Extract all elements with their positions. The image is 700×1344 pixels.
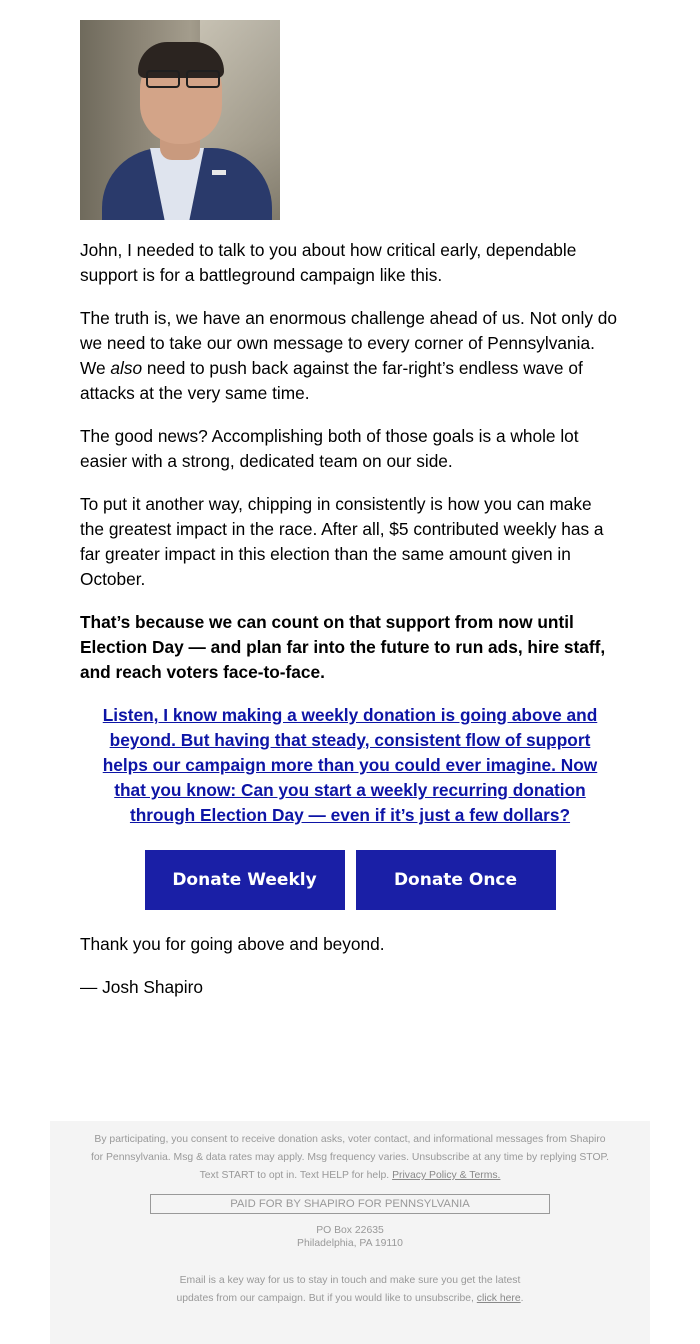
privacy-policy-link[interactable]: Privacy Policy & Terms.: [392, 1170, 501, 1181]
unsubscribe-text: Email is a key way for us to stay in touch and make sure you get the latest updates from our campaign. But if you would like to unsubscribe, click here.: [176, 1275, 524, 1304]
address-line-1: PO Box 22635: [316, 1225, 384, 1236]
donate-once-button[interactable]: Donate Once: [356, 850, 556, 910]
paragraph-challenge: The truth is, we have an enormous challenge ahead of us. Not only do we need to take our own message to every corner of Pennsylvania. We also need to push back against the far-right’s endless wave of attacks at the very same time.: [80, 308, 618, 403]
paid-for-box: PAID FOR BY SHAPIRO FOR PENNSYLVANIA: [150, 1194, 550, 1214]
signature: — Josh Shapiro: [80, 977, 203, 997]
closing-line: Thank you for going above and beyond.: [80, 934, 385, 954]
paragraph-bold: That’s because we can count on that support from now until Election Day — and plan far into the future to run ads, hire staff, and reach voters face-to-face.: [80, 612, 606, 682]
unsubscribe-link[interactable]: click here: [476, 1293, 521, 1304]
donate-buttons: [80, 850, 620, 910]
address-line-2: Philadelphia, PA 19110: [297, 1238, 403, 1249]
paragraph-impact: To put it another way, chipping in consistently is how you can make the greatest impact in the race. After all, $5 contributed weekly has a far greater impact in this election than the same amount given in October.: [80, 494, 604, 589]
paragraph-good-news: The good news? Accomplishing both of those goals is a whole lot easier with a strong, dedicated team on our side.: [80, 426, 579, 471]
candidate-photo: [80, 20, 280, 220]
paragraph-intro: John, I needed to talk to you about how critical early, dependable support is for a battleground campaign like this.: [80, 240, 577, 285]
email-footer: [50, 1121, 650, 1344]
email-body: [80, 20, 620, 1018]
weekly-donation-link[interactable]: Listen, I know making a weekly donation is going above and beyond. But having that steady, consistent flow of support helps our campaign more than you could ever imagine. Now that you know: Can you start a weekly recurring donation through Election Day — even if it’s just a few dollars?: [102, 705, 598, 825]
mailing-address: [50, 1224, 650, 1250]
donate-weekly-button[interactable]: Donate Weekly: [145, 850, 345, 910]
legal-disclaimer: By participating, you consent to receive donation asks, voter contact, and informational messages from Shapiro for Pennsylvania. Msg & data rates may apply. Msg frequency varies. Unsubscribe at any time by replying STOP. Text START to opt in. Text HELP for help. Privacy Policy & Terms.: [90, 1134, 610, 1181]
